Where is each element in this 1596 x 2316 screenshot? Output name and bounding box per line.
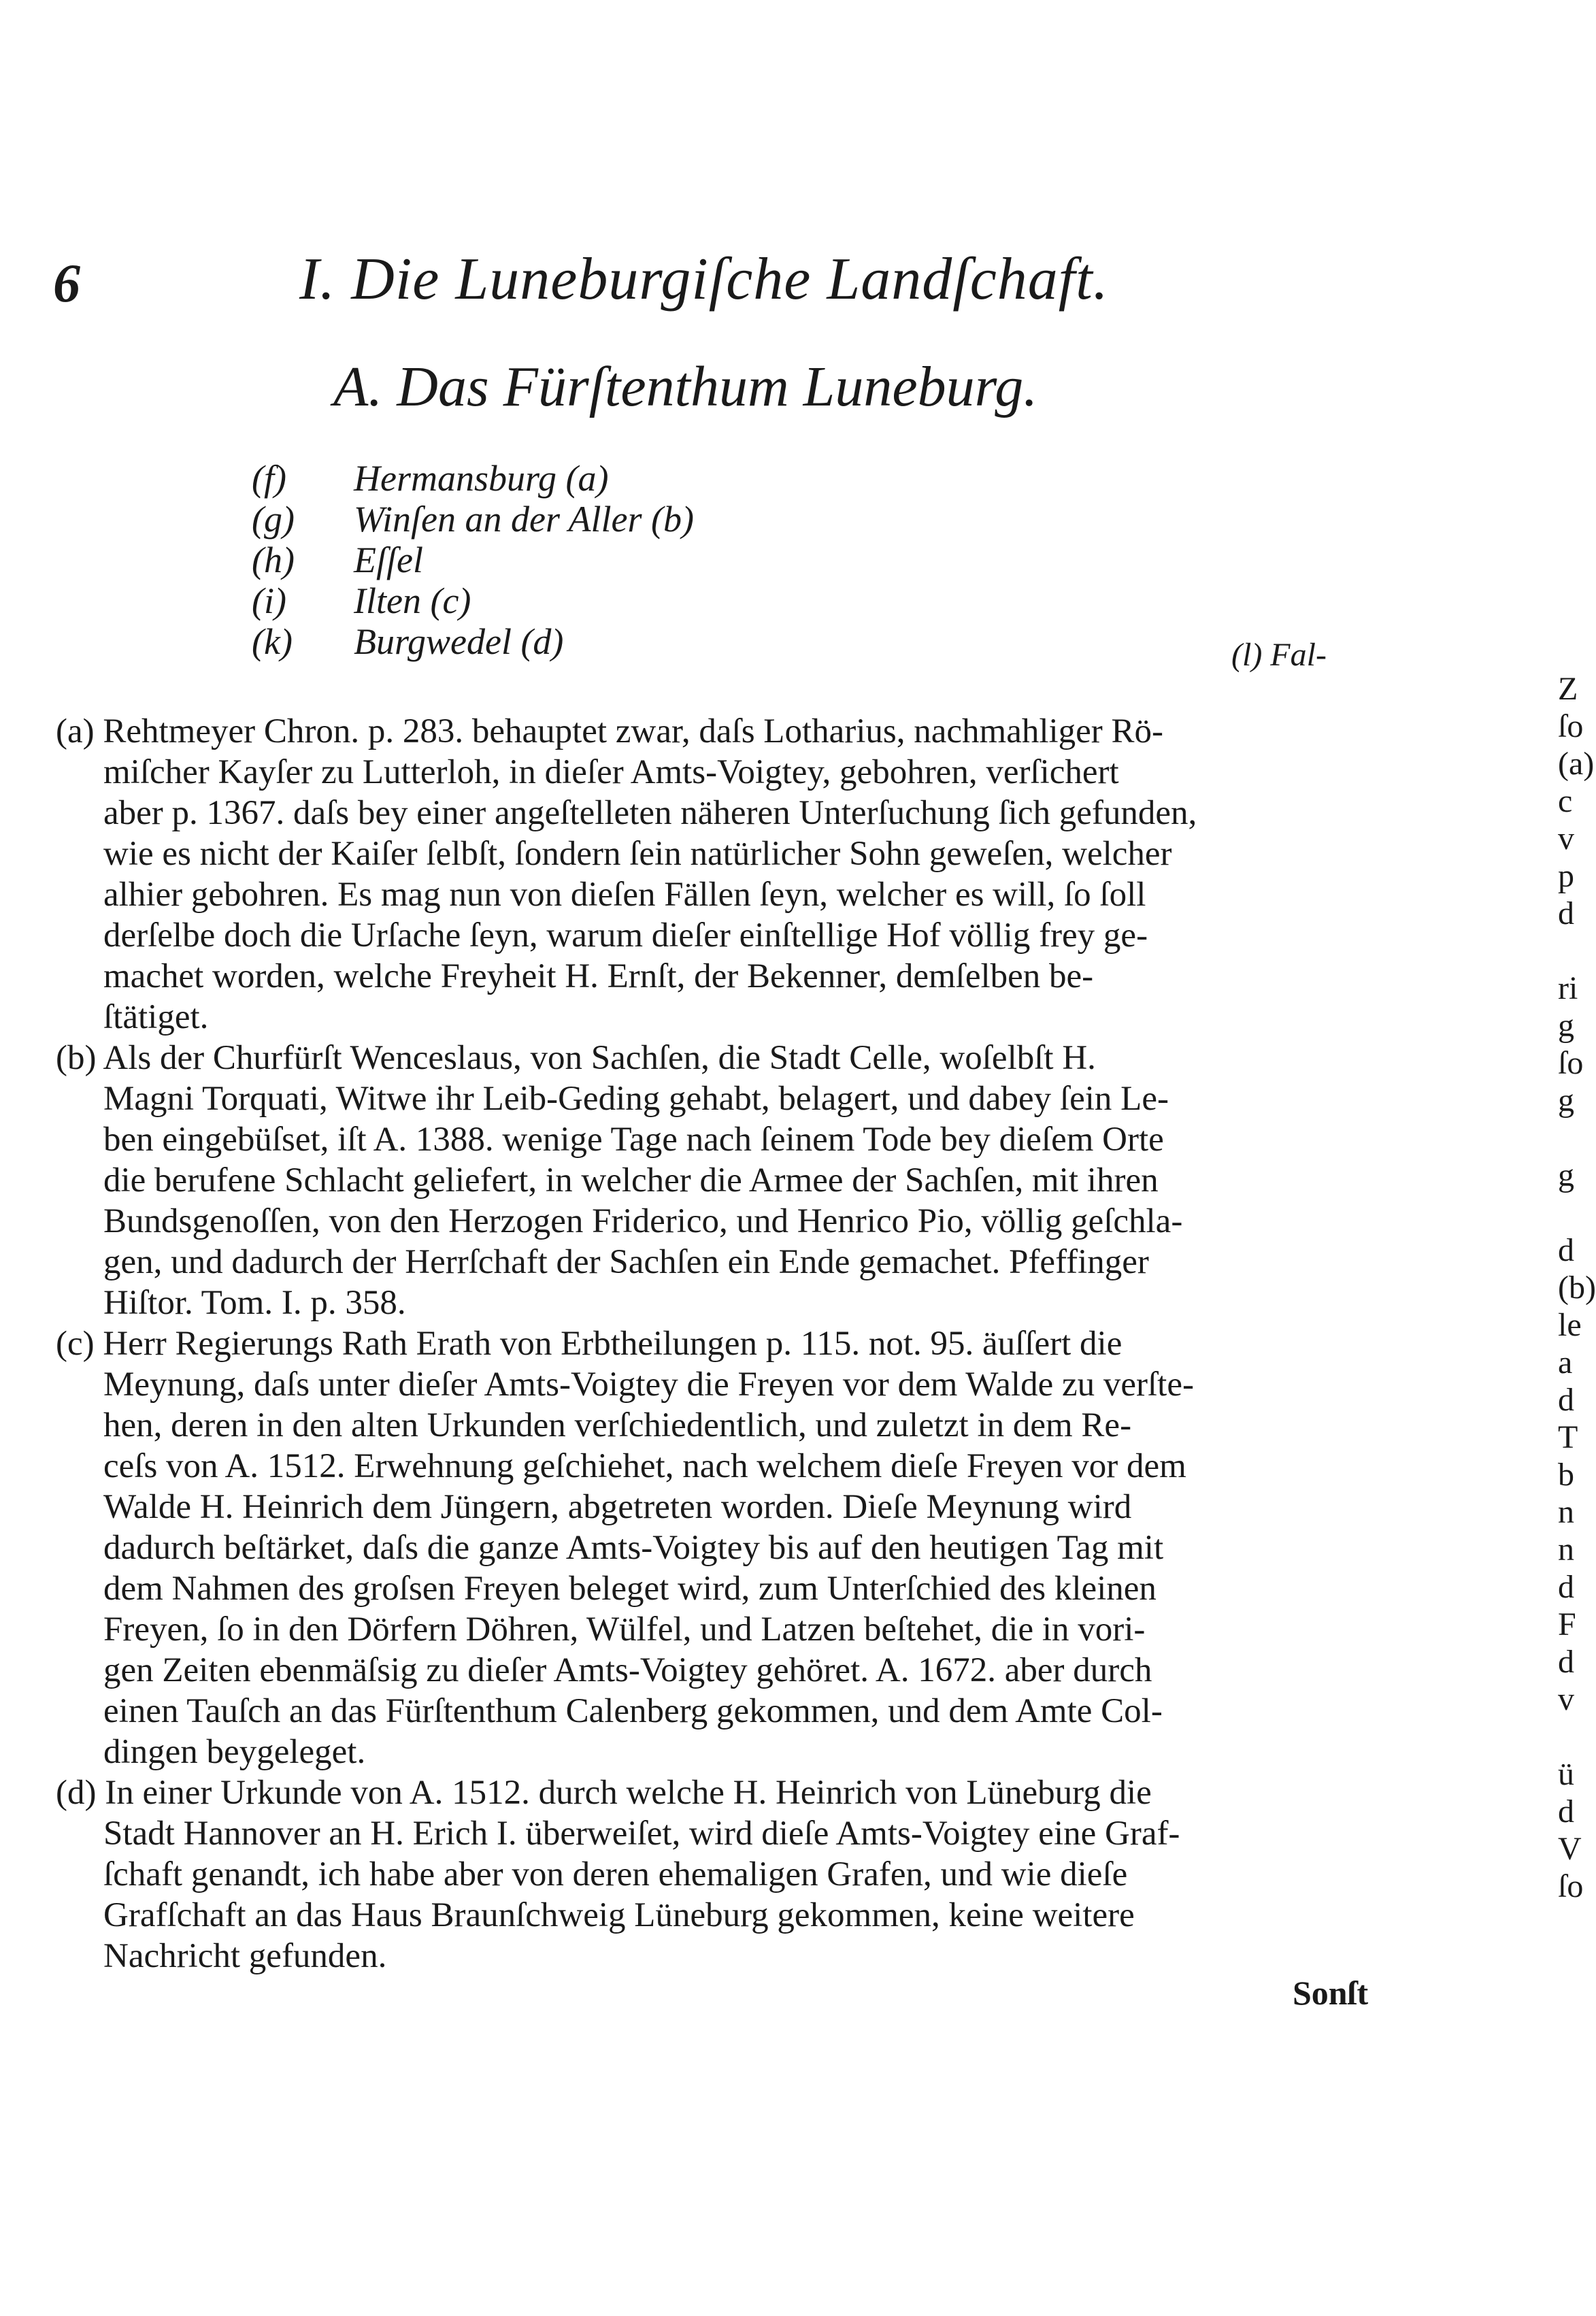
footnote-line: (d) In einer Urkunde von A. 1512. durch welche H. Heinrich von Lüneburg die xyxy=(56,1774,1152,1812)
footnote-line: (a) Rehtmeyer Chron. p. 283. behauptet zwar, daſs Lotharius, nachmahliger Rö- xyxy=(56,712,1164,750)
entry-text: Eſſel xyxy=(354,540,423,580)
edge-fragment: ſo xyxy=(1558,708,1584,744)
edge-fragment xyxy=(1558,1119,1591,1157)
entry-f xyxy=(252,457,608,499)
entry-text: Ilten (c) xyxy=(354,580,471,621)
entry-marker: (i) xyxy=(252,580,286,621)
catchword-top: (l) Fal- xyxy=(1231,637,1327,673)
edge-fragment: n xyxy=(1558,1494,1574,1530)
footnote-line: Hiſtor. Tom. I. p. 358. xyxy=(103,1284,406,1322)
footnote-line: ſtätiget. xyxy=(103,998,209,1036)
edge-fragment: d xyxy=(1558,1793,1574,1830)
running-title: I. Die Luneburgiſche Landſchaft. xyxy=(299,246,1109,312)
edge-fragment: le xyxy=(1558,1307,1582,1343)
edge-fragment: b xyxy=(1558,1457,1574,1493)
edge-fragment: g xyxy=(1558,1082,1574,1119)
footnote-line: einen Tauſch an das Fürſtenthum Calenberg gekommen, und dem Amte Col- xyxy=(103,1692,1163,1730)
footnote-b xyxy=(56,1038,1376,1323)
catchword-bottom: Sonſt xyxy=(1293,1974,1369,2012)
entry-marker: (k) xyxy=(252,621,293,662)
edge-fragment: T xyxy=(1558,1419,1578,1455)
footnote-line: machet worden, welche Freyheit H. Ernſt, der Bekenner, demſelben be- xyxy=(103,957,1094,995)
edge-fragment xyxy=(1558,1718,1591,1755)
edge-fragment: ü xyxy=(1558,1756,1574,1792)
edge-fragment: v xyxy=(1558,1681,1574,1717)
edge-fragment: g xyxy=(1558,1157,1574,1193)
footnote-line: gen Zeiten ebenmäſsig zu dieſer Amts-Voigtey gehöret. A. 1672. aber durch xyxy=(103,1651,1152,1689)
footnote-line: hen, deren in den alten Urkunden verſchiedentlich, und zuletzt in dem Re- xyxy=(103,1406,1132,1444)
edge-fragment: g xyxy=(1558,1008,1574,1044)
entry-marker: (f) xyxy=(252,458,286,499)
footnotes xyxy=(56,711,1376,1976)
footnote-d xyxy=(56,1772,1376,1976)
entry-i xyxy=(252,580,471,622)
entry-k xyxy=(252,621,563,663)
footnote-line: dem Nahmen des groſsen Freyen beleget wird, zum Unterſchied des kleinen xyxy=(103,1570,1157,1608)
edge-fragment: F xyxy=(1558,1606,1576,1642)
edge-fragment: d xyxy=(1558,895,1574,931)
section-title: A. Das Fürſtenthum Luneburg. xyxy=(333,355,1038,418)
footnote-line: miſcher Kayſer zu Lutterloh, in dieſer Amts-Voigtey, gebohren, verſichert xyxy=(103,753,1119,791)
entry-g xyxy=(252,498,694,540)
edge-fragment: Z xyxy=(1558,671,1578,707)
footnote-line: Walde H. Heinrich dem Jüngern, abgetreten worden. Dieſe Meynung wird xyxy=(103,1488,1132,1526)
edge-fragment: (b) xyxy=(1558,1270,1596,1306)
footnote-line: (c) Herr Regierungs Rath Erath von Erbtheilungen p. 115. not. 95. äuſſert die xyxy=(56,1325,1123,1363)
edge-fragment: p xyxy=(1558,858,1574,894)
footnote-line: Grafſchaft an das Haus Braunſchweig Lüneburg gekommen, keine weitere xyxy=(103,1896,1135,1934)
footnote-line: die berufene Schlacht geliefert, in welcher die Armee der Sachſen, mit ihren xyxy=(103,1161,1159,1200)
footnote-line: aber p. 1367. daſs bey einer angeſtelleten näheren Unterſuchung ſich gefunden, xyxy=(103,794,1197,832)
footnote-line: ben eingebüſset, iſt A. 1388. wenige Tage nach ſeinem Tode bey dieſem Orte xyxy=(103,1121,1164,1159)
footnote-line: Meynung, daſs unter dieſer Amts-Voigtey die Freyen vor dem Walde zu verſte- xyxy=(103,1366,1194,1404)
footnote-line: ſchaft genandt, ich habe aber von deren ehemaligen Grafen, und wie dieſe xyxy=(103,1855,1128,1893)
entry-h xyxy=(252,539,423,581)
edge-fragment: d xyxy=(1558,1232,1574,1268)
edge-fragment: (a) xyxy=(1558,746,1595,782)
edge-fragment: ſo xyxy=(1558,1868,1584,1904)
edge-fragment: d xyxy=(1558,1644,1574,1680)
footnote-c xyxy=(56,1323,1376,1772)
edge-fragment: V xyxy=(1558,1831,1582,1867)
footnote-line: derſelbe doch die Urſache ſeyn, warum dieſer einſtellige Hof völlig frey ge- xyxy=(103,916,1148,955)
entry-marker: (g) xyxy=(252,499,295,540)
footnote-line: ceſs von A. 1512. Erwehnung geſchiehet, nach welchem dieſe Freyen vor dem xyxy=(103,1447,1186,1485)
footnote-line: Freyen, ſo in den Dörfern Döhren, Wülfel, und Latzen beſtehet, die in vori- xyxy=(103,1610,1146,1649)
entry-text: Winſen an der Aller (b) xyxy=(354,499,694,540)
edge-fragment: a xyxy=(1558,1344,1573,1380)
footnote-line: Nachricht gefunden. xyxy=(103,1937,387,1975)
edge-fragment: v xyxy=(1558,821,1574,857)
edge-fragment xyxy=(1558,1194,1591,1231)
edge-fragment: d xyxy=(1558,1569,1574,1605)
footnote-a xyxy=(56,711,1376,1038)
footnote-line: Stadt Hannover an H. Erich I. überweiſet, wird dieſe Amts-Voigtey eine Graf- xyxy=(103,1815,1180,1853)
footnote-line: alhier gebohren. Es mag nun von dieſen Fällen ſeyn, welcher es will, ſo ſoll xyxy=(103,876,1146,914)
footnote-line: Bundsgenoſſen, von den Herzogen Friderico, und Henrico Pio, völlig geſchla- xyxy=(103,1202,1183,1240)
footnote-line: gen, und dadurch der Herrſchaft der Sachſen ein Ende gemachet. Pfeffinger xyxy=(103,1243,1149,1281)
edge-fragment: c xyxy=(1558,783,1573,819)
edge-fragment xyxy=(1558,932,1591,970)
edge-fragment: ſo xyxy=(1558,1045,1584,1081)
page-number: 6 xyxy=(53,254,80,314)
footnote-line: dadurch beſtärket, daſs die ganze Amts-Voigtey bis auf den heutigen Tag mit xyxy=(103,1529,1164,1567)
entry-marker: (h) xyxy=(252,540,295,580)
next-page-edge xyxy=(1558,670,1596,1905)
footnote-line: (b) Als der Churfürſt Wenceslaus, von Sachſen, die Stadt Celle, woſelbſt H. xyxy=(56,1039,1096,1077)
entry-text: Burgwedel (d) xyxy=(354,621,564,662)
edge-fragment: ri xyxy=(1558,970,1578,1006)
footnote-line: dingen beygeleget. xyxy=(103,1733,366,1771)
edge-fragment: n xyxy=(1558,1532,1574,1568)
footnote-line: wie es nicht der Kaiſer ſelbſt, ſondern ſein natürlicher Sohn geweſen, welcher xyxy=(103,835,1172,873)
edge-fragment: d xyxy=(1558,1382,1574,1418)
entry-text: Hermansburg (a) xyxy=(354,458,609,499)
footnote-line: Magni Torquati, Witwe ihr Leib-Geding gehabt, belagert, und dabey ſein Le- xyxy=(103,1080,1169,1118)
